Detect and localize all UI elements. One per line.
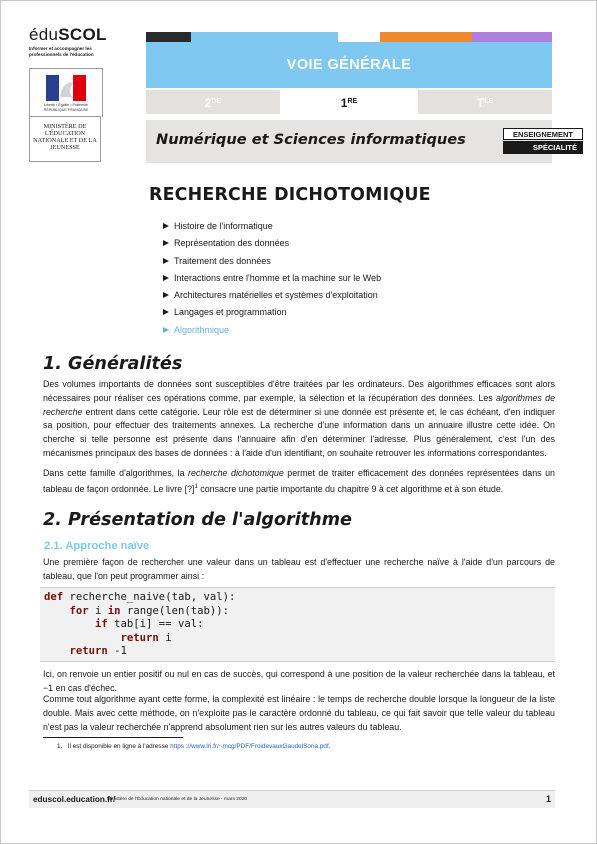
eduscol-logo[interactable] (29, 26, 119, 57)
code-keyword: for (44, 604, 89, 617)
level-main: 1 (340, 96, 348, 110)
page-footer (29, 790, 555, 808)
subject-title: Numérique et Sciences informatiques (156, 131, 466, 148)
citation-link[interactable]: [?] (184, 483, 195, 494)
subject-band (146, 120, 577, 163)
level-sup: RE (347, 98, 358, 105)
eduscol-tagline: Informer et accompagner les professionnels de l'éducation (29, 46, 94, 57)
code-keyword: def (44, 591, 64, 603)
italic-term: recherche dichotomique (188, 468, 284, 478)
rf-motto: Liberté • Égalité • Fraternité RÉPUBLIQUE FRANÇAISE (43, 103, 89, 112)
code-keyword: in (107, 604, 121, 617)
theme-item[interactable] (163, 235, 381, 252)
document-title: RECHERCHE DICHOTOMIQUE (149, 185, 431, 205)
theme-label: Architectures matérielles et systèmes d'exploitation (174, 290, 378, 301)
strip-orange (380, 32, 472, 42)
theme-label: Interactions entre l'homme et la machine sur le Web (174, 272, 382, 283)
triangle-bullet-icon (163, 275, 169, 281)
theme-label: Histoire de l'informatique (174, 221, 273, 231)
code-text: i (88, 604, 108, 617)
footnote-divider (43, 737, 183, 738)
section-heading-generalites: 1. Généralités (43, 354, 183, 374)
code-listing (40, 588, 555, 659)
code-text: tab[i] == val: (107, 618, 204, 631)
section2-paragraph-3: Comme tout algorithme ayant cette forme, la complexité est linéaire : le temps de recherche double lorsque la longueur de la liste double. Mais avec cette méthode, on n'exploite pas le caractère ordonné du tableau, ce qui fait savoir que telle valeur du tableau n'est pas la valeur recherchée n'apprend absolument rien sur les autres valeurs du tableau. (43, 694, 555, 732)
theme-label: Représentation des données (174, 238, 290, 249)
level-main: T (476, 96, 485, 110)
italic-term: algorithmes de recherche (43, 392, 556, 417)
footnote-number: 1. (57, 743, 63, 750)
text: Des volumes importants de données sont susceptibles d'être traitées par les ordinateurs. Des algorithmes efficaces sont alors nécessaires pour réaliser ces opérations comme, par exemple, la sélection et la récupération des données. Les (43, 379, 555, 403)
triangle-bullet-icon (163, 327, 169, 333)
theme-item[interactable] (163, 253, 381, 270)
logo-prefix: édu (29, 25, 59, 44)
triangle-bullet-icon (163, 223, 169, 229)
theme-item[interactable] (163, 304, 381, 321)
section2-paragraph-1: Une première façon de rechercher une valeur dans un tableau est d'effectuer une recherche naïve à l'aide d'un parcours de tableau, que l'on peut programmer ainsi : (43, 557, 555, 581)
footnote (57, 743, 331, 750)
color-strips (146, 32, 552, 42)
triangle-bullet-icon (163, 292, 169, 298)
section2-paragraph-2: Ici, on renvoie un entier positif ou nul en cas de succès, qui correspond à une position de la valeur recherchée dans la tableau, et −1 en cas d'échec. (43, 669, 555, 693)
footnote-text: Il est disponible en ligne à l'adresse (67, 743, 171, 750)
level-tab-seconde[interactable] (146, 90, 280, 114)
footnote-link[interactable]: https ://www.lri.fr/~mcg/PDF/FroidevauxGaudelSoria.pdf (170, 743, 329, 750)
code-text: range(len(tab)): (120, 604, 229, 617)
code-block (40, 587, 555, 662)
republique-francaise-block (29, 68, 103, 117)
eduscol-wordmark (29, 26, 119, 44)
triangle-bullet-icon (163, 258, 169, 264)
theme-label: Algorithmique (174, 324, 230, 335)
code-keyword: return (44, 631, 159, 644)
theme-label: Traitement des données (174, 255, 271, 266)
theme-item-active[interactable] (163, 322, 381, 339)
triangle-bullet-icon (163, 309, 169, 315)
strip-blue (191, 32, 338, 42)
theme-list (163, 218, 381, 339)
code-keyword: if (44, 618, 108, 631)
subsection-heading-approche-naive: 2.1. Approche naïve (44, 540, 150, 552)
footer-site-link[interactable]: eduscol.education.fr/ (33, 795, 116, 804)
code-text: i (158, 631, 172, 644)
badge-specialite: SPÉCIALITÉ (503, 141, 583, 154)
section-heading-presentation: 2. Présentation de l'algorithme (43, 510, 352, 530)
strip-dark (146, 32, 191, 42)
strip-purple (472, 32, 552, 42)
section1-paragraph-2 (43, 467, 555, 497)
code-keyword: return (44, 645, 108, 658)
code-text: recherche_naive(tab, val): (63, 591, 236, 603)
text: consacre une partie importante du chapitre 9 à cet algorithme et à son étude. (197, 483, 504, 494)
text: entrent dans cette catégorie. Leur rôle est de déterminer si une donnée est présente et, le cas échéant, d'en indiquer sa position, pour effectuer des traitements annexes. La recherche d'une information dans un annuaire illustre cette idée. On cherche si telle personne est présente dans l'annuaire afin d'en déterminer l'adresse. Plus généralement, c'est l'un des mécanismes principaux des bases de données : à l'aide d'un identifiant, on souhaite retrouver les informations correspondantes. (43, 406, 555, 458)
level-tab-premiere[interactable] (282, 90, 416, 114)
ministry-block: MINISTÈRE DE L'ÉDUCATION NATIONALE ET DE LA JEUNESSE (29, 116, 101, 162)
level-main: 2 (204, 96, 212, 110)
theme-item[interactable] (163, 270, 381, 287)
section1-paragraph-1 (43, 378, 555, 461)
page-number: 1 (545, 794, 551, 804)
level-tabs (146, 90, 552, 114)
theme-label: Langages et programmation (174, 307, 287, 318)
text: permet de traiter efficacement des données représentées dans un tableau de façon ordonnée. Le livre (43, 468, 555, 494)
level-sup: DE (211, 98, 222, 105)
footnote-end: . (328, 743, 331, 750)
logo-suffix: SCOL (58, 25, 107, 44)
code-text: -1 (107, 645, 127, 658)
badge-enseignement: ENSEIGNEMENT (503, 128, 583, 140)
voie-banner: VOIE GÉNÉRALE (146, 42, 552, 88)
level-tab-terminale[interactable] (418, 90, 552, 114)
theme-item[interactable] (163, 287, 381, 304)
triangle-bullet-icon (163, 240, 169, 246)
text: Dans cette famille d'algorithmes, la (43, 468, 189, 478)
theme-item[interactable] (163, 218, 381, 235)
marianne-icon (46, 75, 86, 101)
footer-ministry: Ministère de l'Éducation nationale et de la Jeunesse - mars 2020 (107, 797, 248, 802)
footnote-ref[interactable]: 1 (194, 483, 198, 490)
level-sup: LE (484, 98, 494, 105)
strip-white (338, 32, 380, 42)
